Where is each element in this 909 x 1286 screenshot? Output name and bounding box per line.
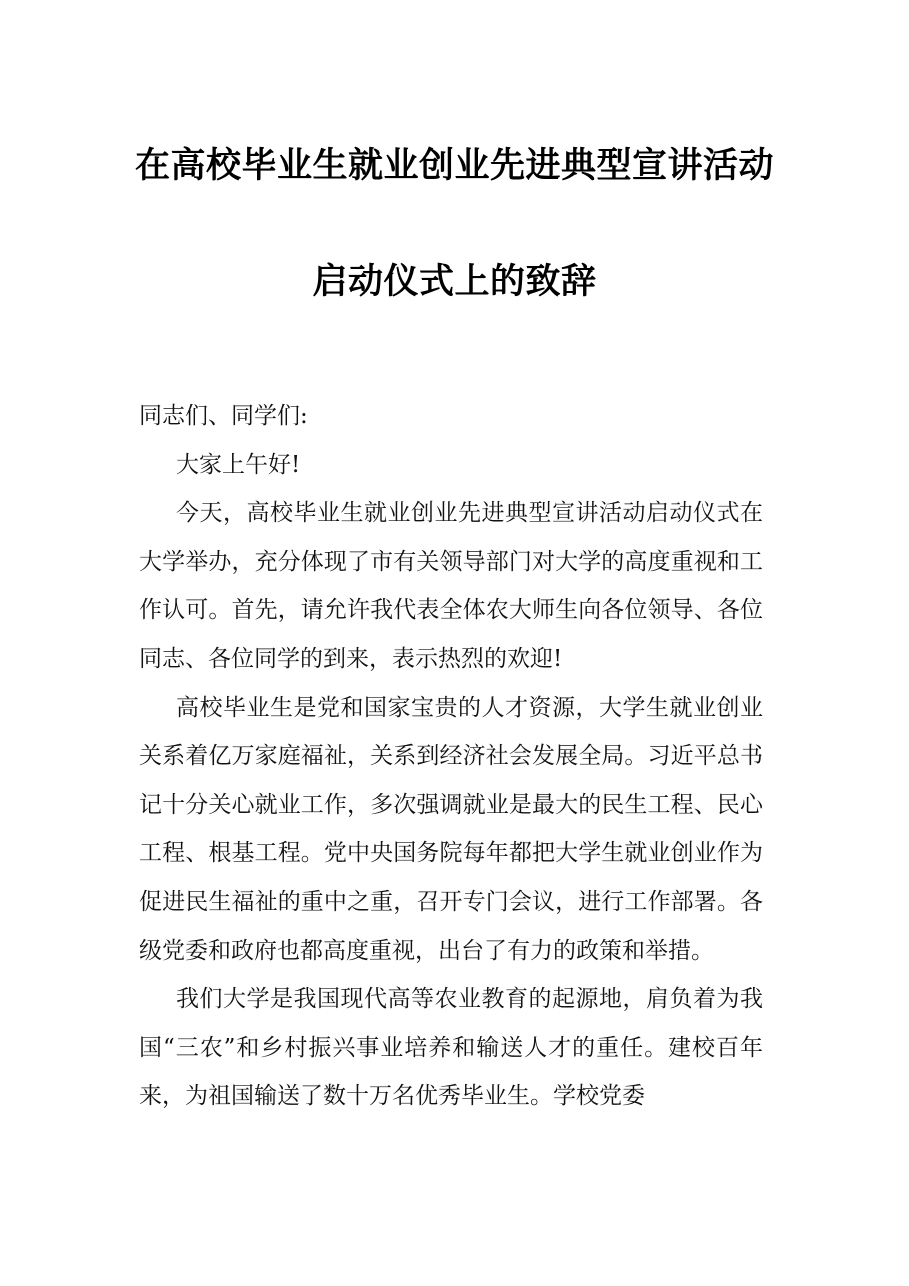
paragraph-2: 高校毕业生是党和国家宝贵的人才资源，大学生就业创业关系着亿万家庭福祉，关系到经济社会发展全局。习近平总书记十分关心就业工作，多次强调就业是最大的民生工程、民心工程、根基工程。党中央国务院每年都把大学生就业创业作为促进民生福祉的重中之重，召开专门会议，进行工作部署。各级党委和政府也都高度重视，出台了有力的政策和举措。	[139, 694, 763, 964]
document-title-line-2: 启动仪式上的致辞	[312, 261, 597, 302]
paragraph-3: 我们大学是我国现代高等农业教育的起源地，肩负着为我国“三农”和乡村振兴事业培养和输送人才的重任。建校百年来，为祖国输送了数十万名优秀毕业生。学校党委	[139, 986, 763, 1110]
salutation: 同志们、同学们:	[139, 403, 308, 429]
document-title-line-1: 在高校毕业生就业创业先进典型宣讲活动	[134, 145, 774, 186]
document-body	[139, 392, 763, 1121]
greeting: 大家上午好!	[176, 451, 301, 478]
paragraph-1: 今天，高校毕业生就业创业先进典型宣讲活动启动仪式在大学举办，充分体现了市有关领导部门对大学的高度重视和工作认可。首先，请允许我代表全体农大师生向各位领导、各位同志、各位同学的到来，表示热烈的欢迎!	[139, 500, 763, 672]
